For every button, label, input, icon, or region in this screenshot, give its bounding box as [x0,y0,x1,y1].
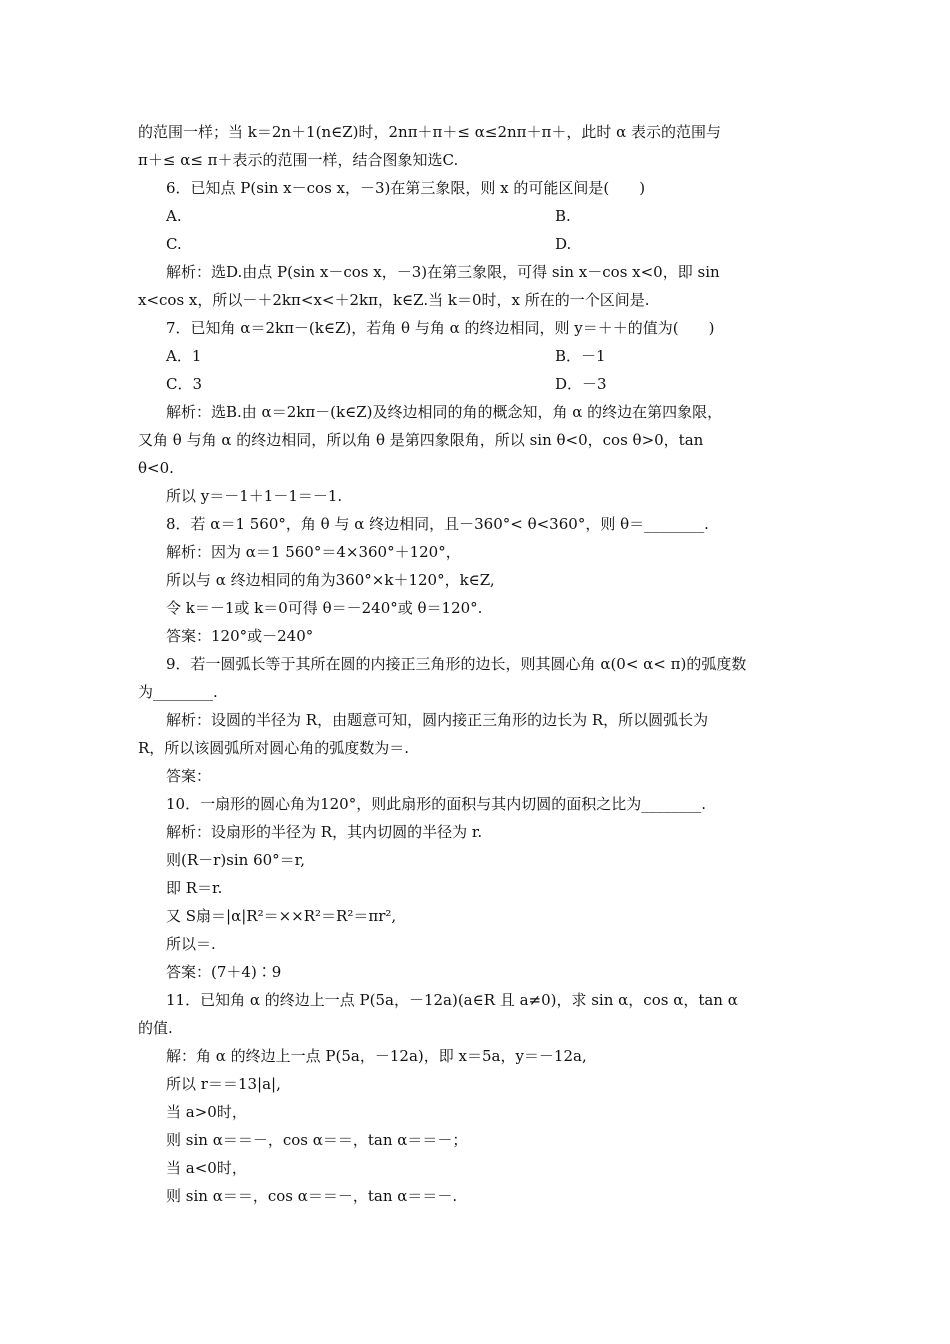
option-a: A. [166,207,182,225]
solution-line: 解析：设扇形的半径为 R，其内切圆的半径为 r. [166,823,483,841]
solution-line: θ<0. [138,459,174,477]
option-d: D．－3 [555,375,607,393]
question-9-stem-cont: 为________. [138,683,218,701]
solution-line: 解析：选B.由 α＝2kπ－(k∈Z)及终边相同的角的概念知，角 α 的终边在第四象限， [166,403,723,421]
solution-line: 令 k＝－1或 k＝0可得 θ＝－240°或 θ＝120°. [166,599,483,617]
option-a: A．1 [166,347,202,365]
solution-line: 所以＝. [166,935,216,953]
solution-line: 当 a<0时， [166,1159,247,1177]
answer-line: 答案：(7＋4)∶9 [166,963,282,981]
question-9-stem: 9．若一圆弧长等于其所在圆的内接正三角形的边长，则其圆心角 α(0< α< π)的弧度数 [166,655,747,673]
text-line: π＋≤ α≤ π＋表示的范围一样，结合图象知选C. [138,151,459,169]
solution-line: 又角 θ 与角 α 的终边相同，所以角 θ 是第四象限角，所以 sin θ<0，cos θ>0，tan [138,431,704,449]
answer-line: 答案： [166,767,212,785]
question-8-stem: 8．若 α＝1 560°，角 θ 与 α 终边相同，且－360°< θ<360°，则 θ＝________. [166,515,709,533]
solution-line: 解析：设圆的半径为 R，由题意可知，圆内接正三角形的边长为 R，所以圆弧长为 [166,711,709,729]
question-7-stem: 7．已知角 α＝2kπ－(k∈Z)，若角 θ 与角 α 的终边相同，则 y＝＋＋的值为( ) [166,319,715,337]
question-11-stem: 11．已知角 α 的终边上一点 P(5a，－12a)(a∈R 且 a≠0)，求 sin α，cos α，tan α [166,991,738,1009]
question-10-stem: 10．一扇形的圆心角为120°，则此扇形的面积与其内切圆的面积之比为________. [166,795,706,813]
question-6-stem: 6．已知点 P(sin x－cos x，－3)在第三象限，则 x 的可能区间是( ) [166,179,646,197]
text-line: 的范围一样；当 k＝2n＋1(n∈Z)时，2nπ＋π＋≤ α≤2nπ＋π＋，此时 α 表示的范围与 [138,123,722,141]
solution-line: 则(R－r)sin 60°＝r, [166,851,305,869]
option-c: C. [166,235,182,253]
option-b: B. [555,207,571,225]
solution-line: 解析：选D.由点 P(sin x－cos x，－3)在第三象限，可得 sin x－cos x<0，即 sin [166,263,720,281]
solution-line: 当 a>0时， [166,1103,247,1121]
solution-line: x<cos x，所以－＋2kπ<x<＋2kπ，k∈Z.当 k＝0时，x 所在的一个区间是. [138,291,650,309]
solution-line: 所以 r＝＝13|a|, [166,1075,281,1093]
solution-line: 即 R＝r. [166,879,223,897]
answer-line: 答案：120°或－240° [166,627,314,645]
option-d: D. [555,235,572,253]
option-c: C．3 [166,375,203,393]
solution-line: 又 S扇＝|α|R²＝××R²＝R²＝πr², [166,907,397,925]
solution-line: 则 sin α＝＝，cos α＝＝－，tan α＝＝－. [166,1187,458,1205]
question-11-stem-cont: 的值. [138,1019,173,1037]
solution-line: 解析：因为 α＝1 560°＝4×360°＋120°， [166,543,461,561]
solution-line: 所以 y＝－1＋1－1＝－1. [166,487,343,505]
solution-line: 所以与 α 终边相同的角为360°×k＋120°，k∈Z, [166,571,495,589]
option-b: B．－1 [555,347,606,365]
solution-line: 则 sin α＝＝－，cos α＝＝，tan α＝＝－； [166,1131,468,1149]
solution-line: 解：角 α 的终边上一点 P(5a，－12a)，即 x＝5a，y＝－12a, [166,1047,587,1065]
solution-line: R，所以该圆弧所对圆心角的弧度数为＝. [138,739,410,757]
